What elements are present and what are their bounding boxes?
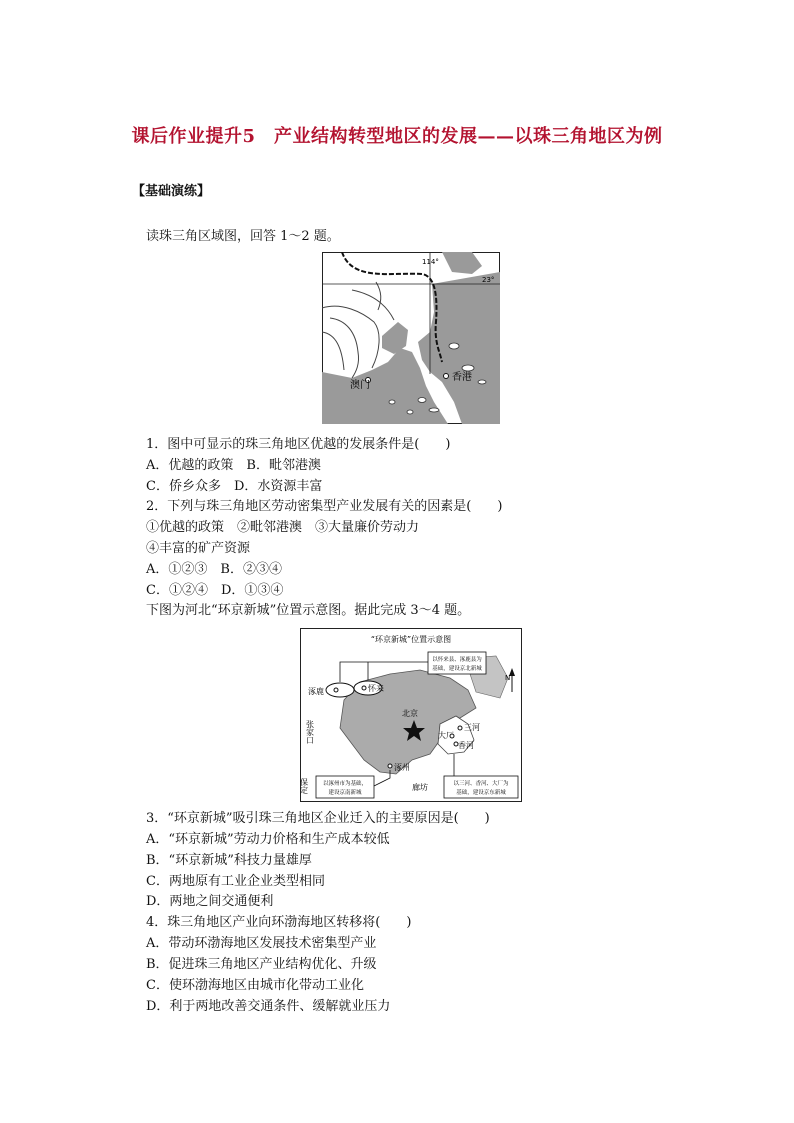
- ring-beijing-map: [300, 628, 522, 802]
- north-arrow-label: N: [505, 674, 511, 682]
- sanhe-label: 三河: [464, 723, 480, 732]
- zhangjiakou-label: 张家口: [305, 720, 315, 744]
- q1-stem: 1．图中可显示的珠三角地区优越的发展条件是( ): [146, 437, 451, 452]
- q4-option-c: C．使环渤海地区由城市化带动工业化: [146, 978, 364, 993]
- section-heading: 【基础演练】: [132, 184, 211, 199]
- q1-options-cd: C．侨乡众多 D．水资源丰富: [146, 479, 323, 494]
- q4-stem: 4．珠三角地区产业向环渤海地区转移将( ): [146, 915, 412, 930]
- huailai-label: 怀来: [368, 684, 384, 693]
- page-title: 课后作业提升5 产业结构转型地区的发展——以珠三角地区为例: [131, 126, 663, 147]
- intro-q3-4: 下图为河北“环京新城”位置示意图。据此完成 3～4 题。: [146, 603, 471, 618]
- q4-option-b: B．促进珠三角地区产业结构优化、升级: [146, 957, 377, 972]
- east-box-line1: 以三河、香河、大厂为: [453, 781, 509, 787]
- zhuolu-label: 涿鹿: [308, 687, 324, 696]
- hongkong-label: 香港: [452, 372, 472, 383]
- north-box-line2: 基础，建设京北新城: [432, 666, 482, 672]
- q2-options-cd: C．①②④ D．①③④: [146, 583, 284, 598]
- q1-options-ab: A．优越的政策 B．毗邻港澳: [146, 458, 321, 473]
- q4-option-a: A．带动环渤海地区发展技术密集型产业: [146, 936, 377, 951]
- map2-title: “环京新城”位置示意图: [370, 635, 452, 644]
- q3-stem: 3．“环京新城”吸引珠三角地区企业迁入的主要原因是( ): [146, 811, 490, 826]
- macau-label: 澳门: [350, 380, 370, 391]
- beijing-label: 北京: [402, 709, 418, 718]
- q2-stem: 2．下列与珠三角地区劳动密集型产业发展有关的因素是( ): [146, 499, 503, 514]
- dachang-label: 大厂: [438, 731, 454, 740]
- q4-option-d: D．利于两地改善交通条件、缓解就业压力: [146, 999, 391, 1014]
- q3-option-d: D．两地之间交通便利: [146, 894, 274, 909]
- intro-q1-2: 读珠三角区域图，回答 1～2 题。: [146, 229, 340, 244]
- q2-items-2: ④丰富的矿产资源: [146, 541, 251, 556]
- q2-options-ab: A．①②③ B．②③④: [146, 562, 282, 577]
- xianghe-label: 香河: [458, 741, 474, 750]
- q3-option-a: A．“环京新城”劳动力价格和生产成本较低: [146, 832, 390, 847]
- south-box-line2: 建设京南新城: [328, 790, 362, 796]
- latitude-label: 23°: [482, 276, 495, 284]
- langfang-label: 廊坊: [412, 783, 428, 792]
- q3-option-b: B．“环京新城”科技力量雄厚: [146, 853, 312, 868]
- longitude-label: 114°: [422, 258, 439, 266]
- pearl-river-delta-map: [322, 252, 500, 424]
- north-box-line1: 以怀来县、涿鹿县为: [432, 657, 482, 663]
- q2-items-1: ①优越的政策 ②毗邻港澳 ③大量廉价劳动力: [146, 520, 420, 535]
- zhuozhou-label: 涿州: [394, 763, 410, 772]
- q3-option-c: C．两地原有工业企业类型相同: [146, 874, 325, 889]
- east-box-line2: 基础，建设京东新城: [456, 790, 506, 796]
- baoding-label: 保定: [300, 778, 309, 794]
- south-box-line1: 以涿州市为基础，: [322, 781, 368, 787]
